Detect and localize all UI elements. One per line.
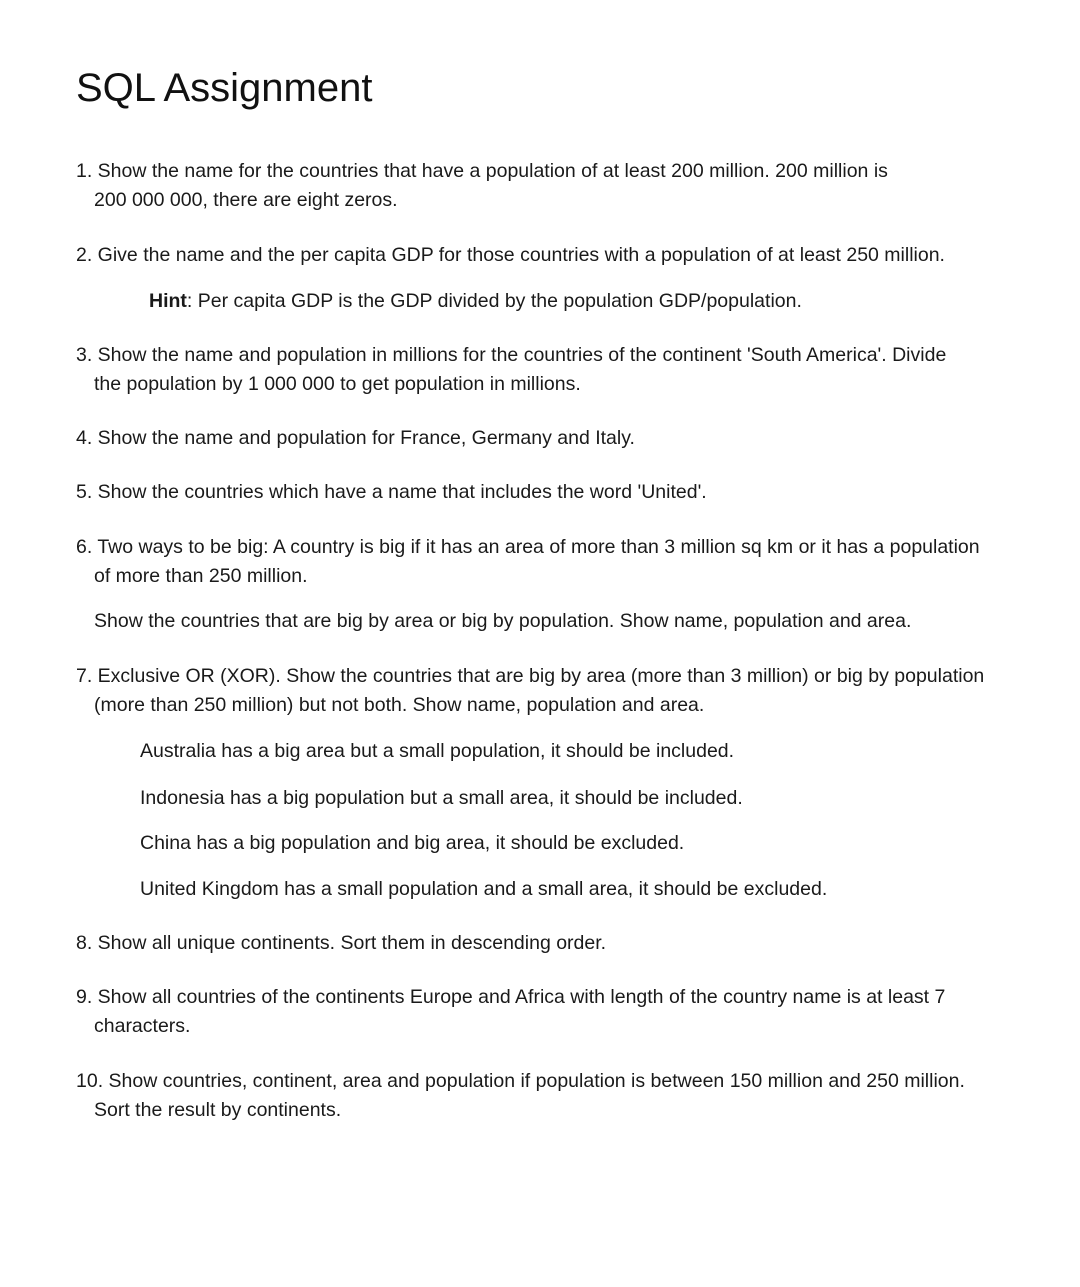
question-8	[76, 929, 1031, 958]
hint-text: : Per capita GDP is the GDP divided by the population GDP/population.	[186, 290, 802, 312]
question-5-line-1: 5. Show the countries which have a name that includes the word 'United'.	[76, 481, 707, 503]
question-4-line-1: 4. Show the name and population for France, Germany and Italy.	[76, 427, 635, 449]
question-2-line-1: 2. Give the name and the per capita GDP for those countries with a population of at least 250 million.	[76, 244, 945, 266]
question-5	[76, 478, 1031, 507]
question-7-example-uk: United Kingdom has a small population and a small area, it should be excluded.	[140, 878, 828, 900]
question-9-line-1: 9. Show all countries of the continents Europe and Africa with length of the country name is at least 7	[76, 986, 946, 1008]
question-6-line-1: 6. Two ways to be big: A country is big if it has an area of more than 3 million sq km or it has a population	[76, 536, 980, 558]
question-7-example-indonesia: Indonesia has a big population but a small area, it should be included.	[140, 787, 743, 809]
question-1-line-2: 200 000 000, there are eight zeros.	[94, 189, 398, 211]
question-2-hint	[149, 287, 802, 316]
question-9-line-2: characters.	[94, 1015, 191, 1037]
question-7-example-australia: Australia has a big area but a small population, it should be included.	[140, 740, 735, 762]
question-7-line-1: 7. Exclusive OR (XOR). Show the countries that are big by area (more than 3 million) or big by population	[76, 665, 985, 687]
question-3-line-2: the population by 1 000 000 to get population in millions.	[94, 373, 581, 395]
question-10-line-1: 10. Show countries, continent, area and population if population is between 150 million and 250 million.	[76, 1070, 965, 1092]
question-2	[76, 241, 1031, 270]
question-3	[76, 341, 1031, 399]
question-7	[76, 662, 1031, 720]
question-1	[76, 157, 1031, 215]
question-6-line-2: of more than 250 million.	[94, 565, 308, 587]
hint-label: Hint	[149, 290, 187, 312]
question-10-line-2: Sort the result by continents.	[94, 1099, 342, 1121]
question-7-line-2: (more than 250 million) but not both. Show name, population and area.	[94, 694, 705, 716]
question-3-line-1: 3. Show the name and population in millions for the countries of the continent 'South America'. Divide	[76, 344, 947, 366]
question-6	[76, 533, 1031, 591]
question-9	[76, 983, 1031, 1041]
question-6-extra: Show the countries that are big by area or big by population. Show name, population and area.	[94, 610, 912, 632]
question-8-line-1: 8. Show all unique continents. Sort them in descending order.	[76, 932, 607, 954]
page-title: SQL Assignment	[76, 66, 373, 110]
question-10	[76, 1067, 1031, 1125]
question-4	[76, 424, 1031, 453]
question-1-line-1: 1. Show the name for the countries that have a population of at least 200 million. 200 million is	[76, 160, 888, 182]
question-7-example-china: China has a big population and big area, it should be excluded.	[140, 832, 685, 854]
